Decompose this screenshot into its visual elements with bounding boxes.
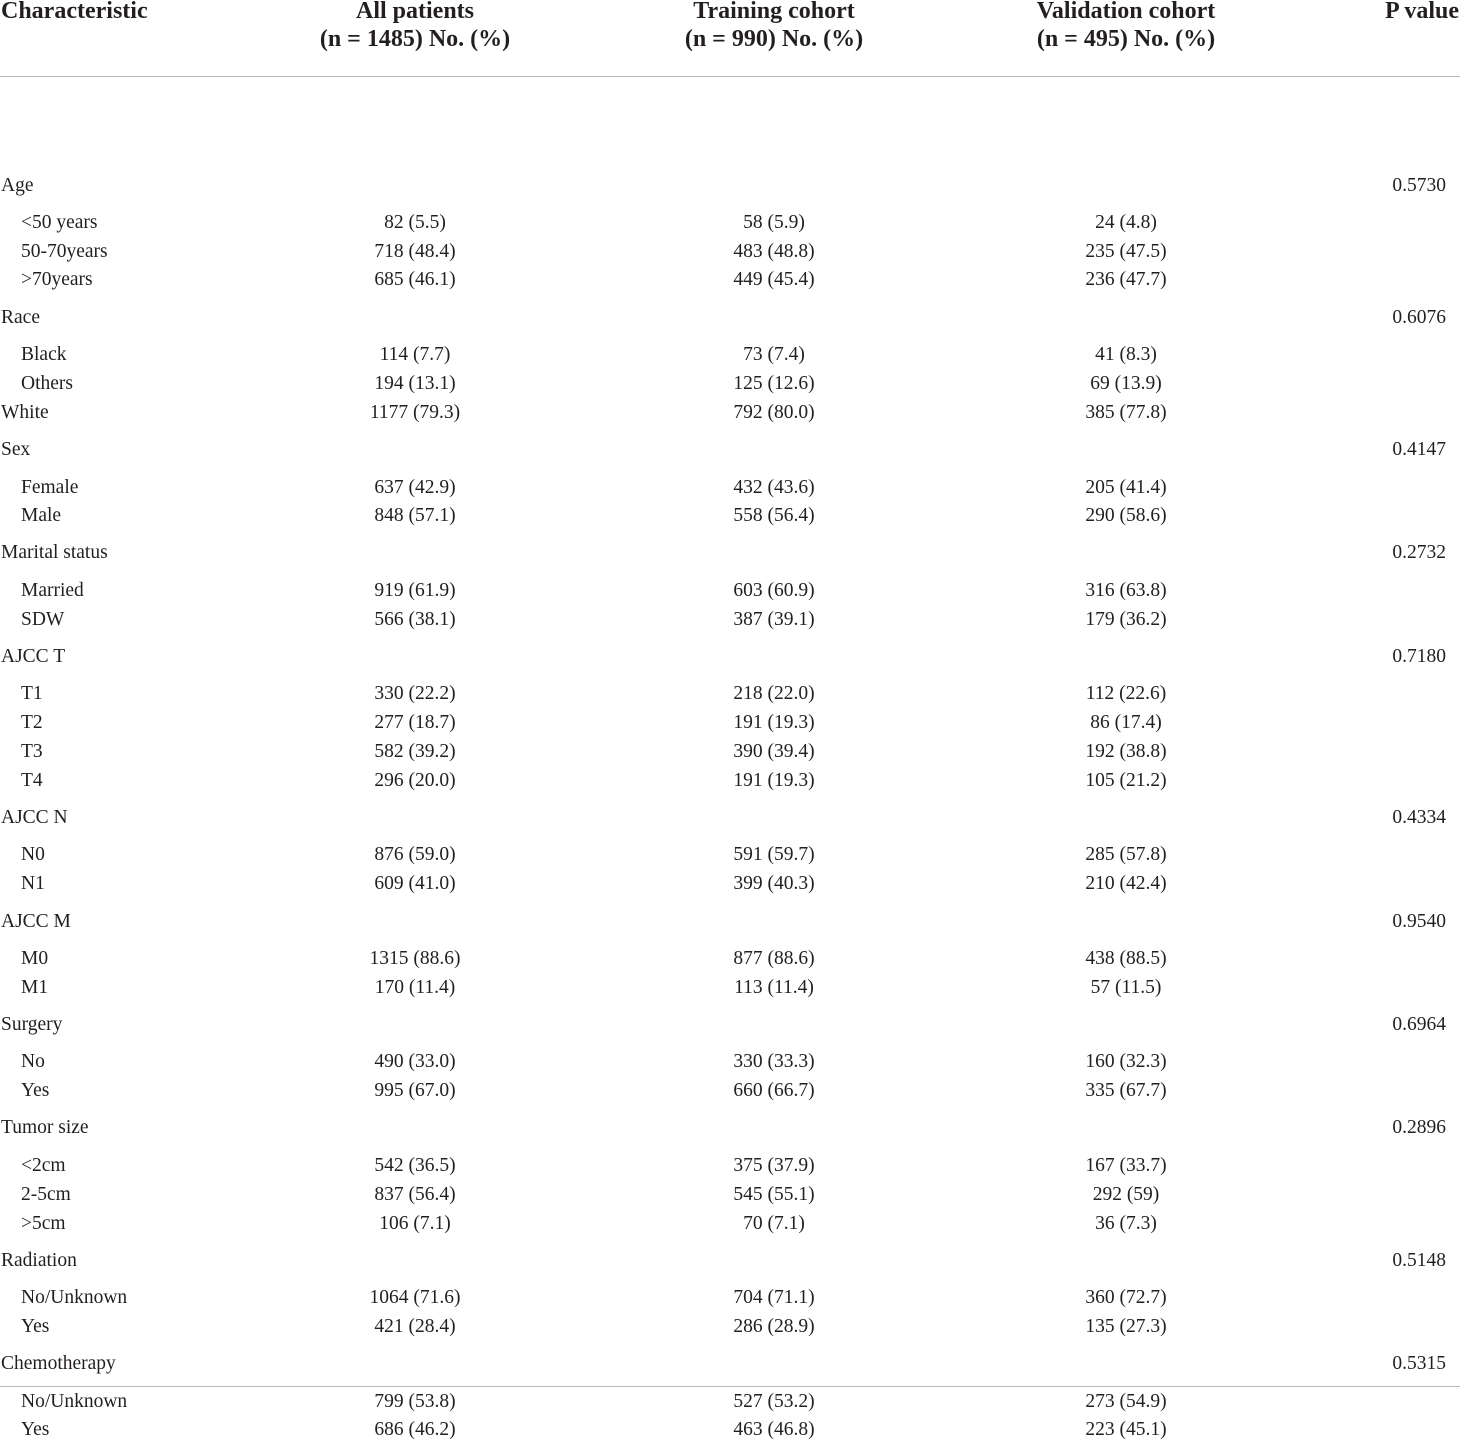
row-p-value: 0.5730: [1392, 175, 1446, 196]
row-training-cohort: 191 (19.3): [733, 712, 815, 733]
table-row: [0, 1180, 1460, 1209]
row-characteristic: AJCC N: [1, 807, 68, 828]
table-row: [0, 766, 1460, 795]
row-training-cohort: 70 (7.1): [743, 1213, 805, 1234]
row-characteristic: Age: [1, 175, 34, 196]
row-all-patients: 609 (41.0): [374, 873, 456, 894]
row-characteristic: N0: [21, 844, 45, 865]
row-training-cohort: 330 (33.3): [733, 1051, 815, 1072]
row-training-cohort: 399 (40.3): [733, 873, 815, 894]
row-characteristic: Others: [21, 373, 73, 394]
row-validation-cohort: 24 (4.8): [1095, 212, 1157, 233]
row-characteristic: Yes: [21, 1316, 50, 1337]
row-all-patients: 1064 (71.6): [369, 1287, 461, 1308]
row-training-cohort: 286 (28.9): [733, 1316, 815, 1337]
table-row: [0, 208, 1460, 237]
table-row: [0, 1349, 1460, 1378]
table-row: [0, 1415, 1460, 1444]
row-validation-cohort: 179 (36.2): [1085, 609, 1167, 630]
row-p-value: 0.4147: [1392, 439, 1446, 460]
row-training-cohort: 603 (60.9): [733, 580, 815, 601]
row-validation-cohort: 292 (59): [1092, 1184, 1160, 1205]
row-training-cohort: 660 (66.7): [733, 1080, 815, 1101]
row-p-value: 0.5148: [1392, 1250, 1446, 1271]
row-all-patients: 421 (28.4): [374, 1316, 456, 1337]
row-training-cohort: 463 (46.8): [733, 1419, 815, 1440]
table-row: [0, 1283, 1460, 1312]
row-training-cohort: 73 (7.4): [743, 344, 805, 365]
row-validation-cohort: 223 (45.1): [1085, 1419, 1167, 1440]
table-row: [0, 576, 1460, 605]
row-training-cohort: 483 (48.8): [733, 241, 815, 262]
row-training-cohort: 527 (53.2): [733, 1391, 815, 1412]
row-all-patients: 637 (42.9): [374, 477, 456, 498]
row-characteristic: Surgery: [1, 1014, 63, 1035]
row-validation-cohort: 285 (57.8): [1085, 844, 1167, 865]
header-all-patients: [320, 0, 510, 53]
row-characteristic: No: [21, 1051, 45, 1072]
table-row: [0, 605, 1460, 634]
row-all-patients: 685 (46.1): [374, 269, 456, 290]
table-row: [0, 1047, 1460, 1076]
row-all-patients: 490 (33.0): [374, 1051, 456, 1072]
table-row: [0, 473, 1460, 502]
header-training-cohort-title: Training cohort: [693, 0, 855, 24]
row-validation-cohort: 167 (33.7): [1085, 1155, 1167, 1176]
header-all-patients-title: All patients: [355, 0, 475, 24]
table-row: [0, 398, 1460, 427]
row-characteristic: 50-70years: [21, 241, 108, 262]
row-characteristic: Black: [21, 344, 67, 365]
row-all-patients: 582 (39.2): [374, 741, 456, 762]
row-validation-cohort: 235 (47.5): [1085, 241, 1167, 262]
header-training-cohort-count: (n = 990) No. (%): [684, 26, 864, 52]
row-all-patients: 194 (13.1): [374, 373, 456, 394]
table-row: [0, 435, 1460, 464]
row-validation-cohort: 135 (27.3): [1085, 1316, 1167, 1337]
row-characteristic: 2-5cm: [21, 1184, 71, 1205]
row-validation-cohort: 57 (11.5): [1090, 977, 1162, 998]
row-characteristic: T4: [21, 770, 43, 791]
row-p-value: 0.2732: [1392, 542, 1446, 563]
row-training-cohort: 387 (39.1): [733, 609, 815, 630]
row-characteristic: Sex: [1, 439, 31, 460]
table-row: [0, 1246, 1460, 1275]
header-p-value: [1385, 0, 1459, 25]
row-all-patients: 995 (67.0): [374, 1080, 456, 1101]
row-characteristic: SDW: [21, 609, 65, 630]
table-row: [0, 973, 1460, 1002]
row-validation-cohort: 86 (17.4): [1090, 712, 1162, 733]
row-training-cohort: 58 (5.9): [743, 212, 805, 233]
header-validation-cohort: [1037, 0, 1215, 53]
row-all-patients: 1177 (79.3): [369, 402, 461, 423]
row-training-cohort: 390 (39.4): [733, 741, 815, 762]
table-row: [0, 303, 1460, 332]
table-row: [0, 840, 1460, 869]
table-row: [0, 538, 1460, 567]
row-all-patients: 330 (22.2): [374, 683, 456, 704]
row-validation-cohort: 335 (67.7): [1085, 1080, 1167, 1101]
row-p-value: 0.4334: [1392, 807, 1446, 828]
row-all-patients: 837 (56.4): [374, 1184, 456, 1205]
row-all-patients: 106 (7.1): [379, 1213, 451, 1234]
row-validation-cohort: 36 (7.3): [1095, 1213, 1157, 1234]
row-characteristic: T1: [21, 683, 43, 704]
row-validation-cohort: 69 (13.9): [1090, 373, 1162, 394]
row-characteristic: >70years: [21, 269, 93, 290]
row-characteristic: <2cm: [21, 1155, 66, 1176]
row-training-cohort: 113 (11.4): [734, 977, 814, 998]
row-training-cohort: 792 (80.0): [733, 402, 815, 423]
header-validation-cohort-title: Validation cohort: [1036, 0, 1216, 24]
row-training-cohort: 449 (45.4): [733, 269, 815, 290]
row-training-cohort: 191 (19.3): [733, 770, 815, 791]
table-row: [0, 803, 1460, 832]
row-all-patients: 686 (46.2): [374, 1419, 456, 1440]
row-all-patients: 296 (20.0): [374, 770, 456, 791]
row-p-value: 0.7180: [1392, 646, 1446, 667]
header-validation-cohort-count: (n = 495) No. (%): [1036, 26, 1216, 52]
table-row: [0, 171, 1460, 200]
row-training-cohort: 877 (88.6): [733, 948, 815, 969]
row-training-cohort: 375 (37.9): [733, 1155, 815, 1176]
table-row: [0, 1312, 1460, 1341]
table-row: [0, 708, 1460, 737]
row-characteristic: White: [1, 402, 49, 423]
row-training-cohort: 432 (43.6): [733, 477, 815, 498]
row-validation-cohort: 360 (72.7): [1085, 1287, 1167, 1308]
row-training-cohort: 591 (59.7): [733, 844, 815, 865]
table-row: [0, 869, 1460, 898]
table-row: [0, 501, 1460, 530]
row-characteristic: N1: [21, 873, 45, 894]
table-row: [0, 1151, 1460, 1180]
row-validation-cohort: 205 (41.4): [1085, 477, 1167, 498]
table-row: [0, 907, 1460, 936]
table-row: [0, 237, 1460, 266]
row-all-patients: 718 (48.4): [374, 241, 456, 262]
row-validation-cohort: 273 (54.9): [1085, 1391, 1167, 1412]
header-characteristic: [1, 0, 148, 25]
row-all-patients: 799 (53.8): [374, 1391, 456, 1412]
row-characteristic: Race: [1, 307, 40, 328]
row-all-patients: 114 (7.7): [379, 344, 451, 365]
row-all-patients: 848 (57.1): [374, 505, 456, 526]
row-all-patients: 566 (38.1): [374, 609, 456, 630]
row-p-value: 0.6964: [1392, 1014, 1446, 1035]
row-characteristic: AJCC M: [1, 911, 71, 932]
row-all-patients: 170 (11.4): [374, 977, 456, 998]
row-validation-cohort: 41 (8.3): [1095, 344, 1157, 365]
row-training-cohort: 125 (12.6): [733, 373, 815, 394]
header-training-cohort: [685, 0, 863, 53]
row-all-patients: 919 (61.9): [374, 580, 456, 601]
row-characteristic: Chemotherapy: [1, 1353, 116, 1374]
row-characteristic: Married: [21, 580, 84, 601]
table-row: [0, 340, 1460, 369]
row-characteristic: >5cm: [21, 1213, 66, 1234]
row-all-patients: 82 (5.5): [384, 212, 446, 233]
table-row: [0, 1113, 1460, 1142]
table-row: [0, 265, 1460, 294]
row-characteristic: No/Unknown: [21, 1287, 128, 1308]
row-validation-cohort: 290 (58.6): [1085, 505, 1167, 526]
row-characteristic: Marital status: [1, 542, 108, 563]
table-header: [0, 0, 1460, 77]
table-row: [0, 642, 1460, 671]
table-row: [0, 679, 1460, 708]
row-training-cohort: 545 (55.1): [733, 1184, 815, 1205]
table-row: [0, 369, 1460, 398]
row-validation-cohort: 438 (88.5): [1085, 948, 1167, 969]
table-row: [0, 1209, 1460, 1238]
row-validation-cohort: 210 (42.4): [1085, 873, 1167, 894]
row-characteristic: <50 years: [21, 212, 98, 233]
row-training-cohort: 704 (71.1): [733, 1287, 815, 1308]
row-characteristic: No/Unknown: [21, 1391, 128, 1412]
row-validation-cohort: 160 (32.3): [1085, 1051, 1167, 1072]
row-characteristic: Male: [21, 505, 62, 526]
row-training-cohort: 558 (56.4): [733, 505, 815, 526]
row-all-patients: 876 (59.0): [374, 844, 456, 865]
row-p-value: 0.5315: [1392, 1353, 1446, 1374]
row-p-value: 0.6076: [1392, 307, 1446, 328]
header-all-patients-count: (n = 1485) No. (%): [319, 26, 511, 52]
row-all-patients: 277 (18.7): [374, 712, 456, 733]
row-validation-cohort: 385 (77.8): [1085, 402, 1167, 423]
row-characteristic: Female: [21, 477, 79, 498]
row-training-cohort: 218 (22.0): [733, 683, 815, 704]
row-all-patients: 1315 (88.6): [369, 948, 461, 969]
row-p-value: 0.2896: [1392, 1117, 1446, 1138]
header-characteristic-label: Characteristic: [1, 0, 148, 24]
row-characteristic: Radiation: [1, 1250, 77, 1271]
row-validation-cohort: 105 (21.2): [1085, 770, 1167, 791]
row-characteristic: T3: [21, 741, 43, 762]
row-p-value: 0.9540: [1392, 911, 1446, 932]
table-bottom-rule: [0, 1386, 1460, 1387]
table-row: [0, 1076, 1460, 1105]
row-validation-cohort: 236 (47.7): [1085, 269, 1167, 290]
row-characteristic: M0: [21, 948, 49, 969]
row-validation-cohort: 112 (22.6): [1085, 683, 1167, 704]
row-characteristic: AJCC T: [1, 646, 66, 667]
row-validation-cohort: 316 (63.8): [1085, 580, 1167, 601]
row-characteristic: Yes: [21, 1080, 50, 1101]
row-characteristic: T2: [21, 712, 43, 733]
row-characteristic: Tumor size: [1, 1117, 89, 1138]
table-row: [0, 1010, 1460, 1039]
row-all-patients: 542 (36.5): [374, 1155, 456, 1176]
table-row: [0, 1387, 1460, 1416]
header-p-value-label: P value: [1384, 0, 1459, 24]
row-characteristic: M1: [21, 977, 49, 998]
row-validation-cohort: 192 (38.8): [1085, 741, 1167, 762]
table-row: [0, 737, 1460, 766]
table-row: [0, 944, 1460, 973]
row-characteristic: Yes: [21, 1419, 50, 1440]
